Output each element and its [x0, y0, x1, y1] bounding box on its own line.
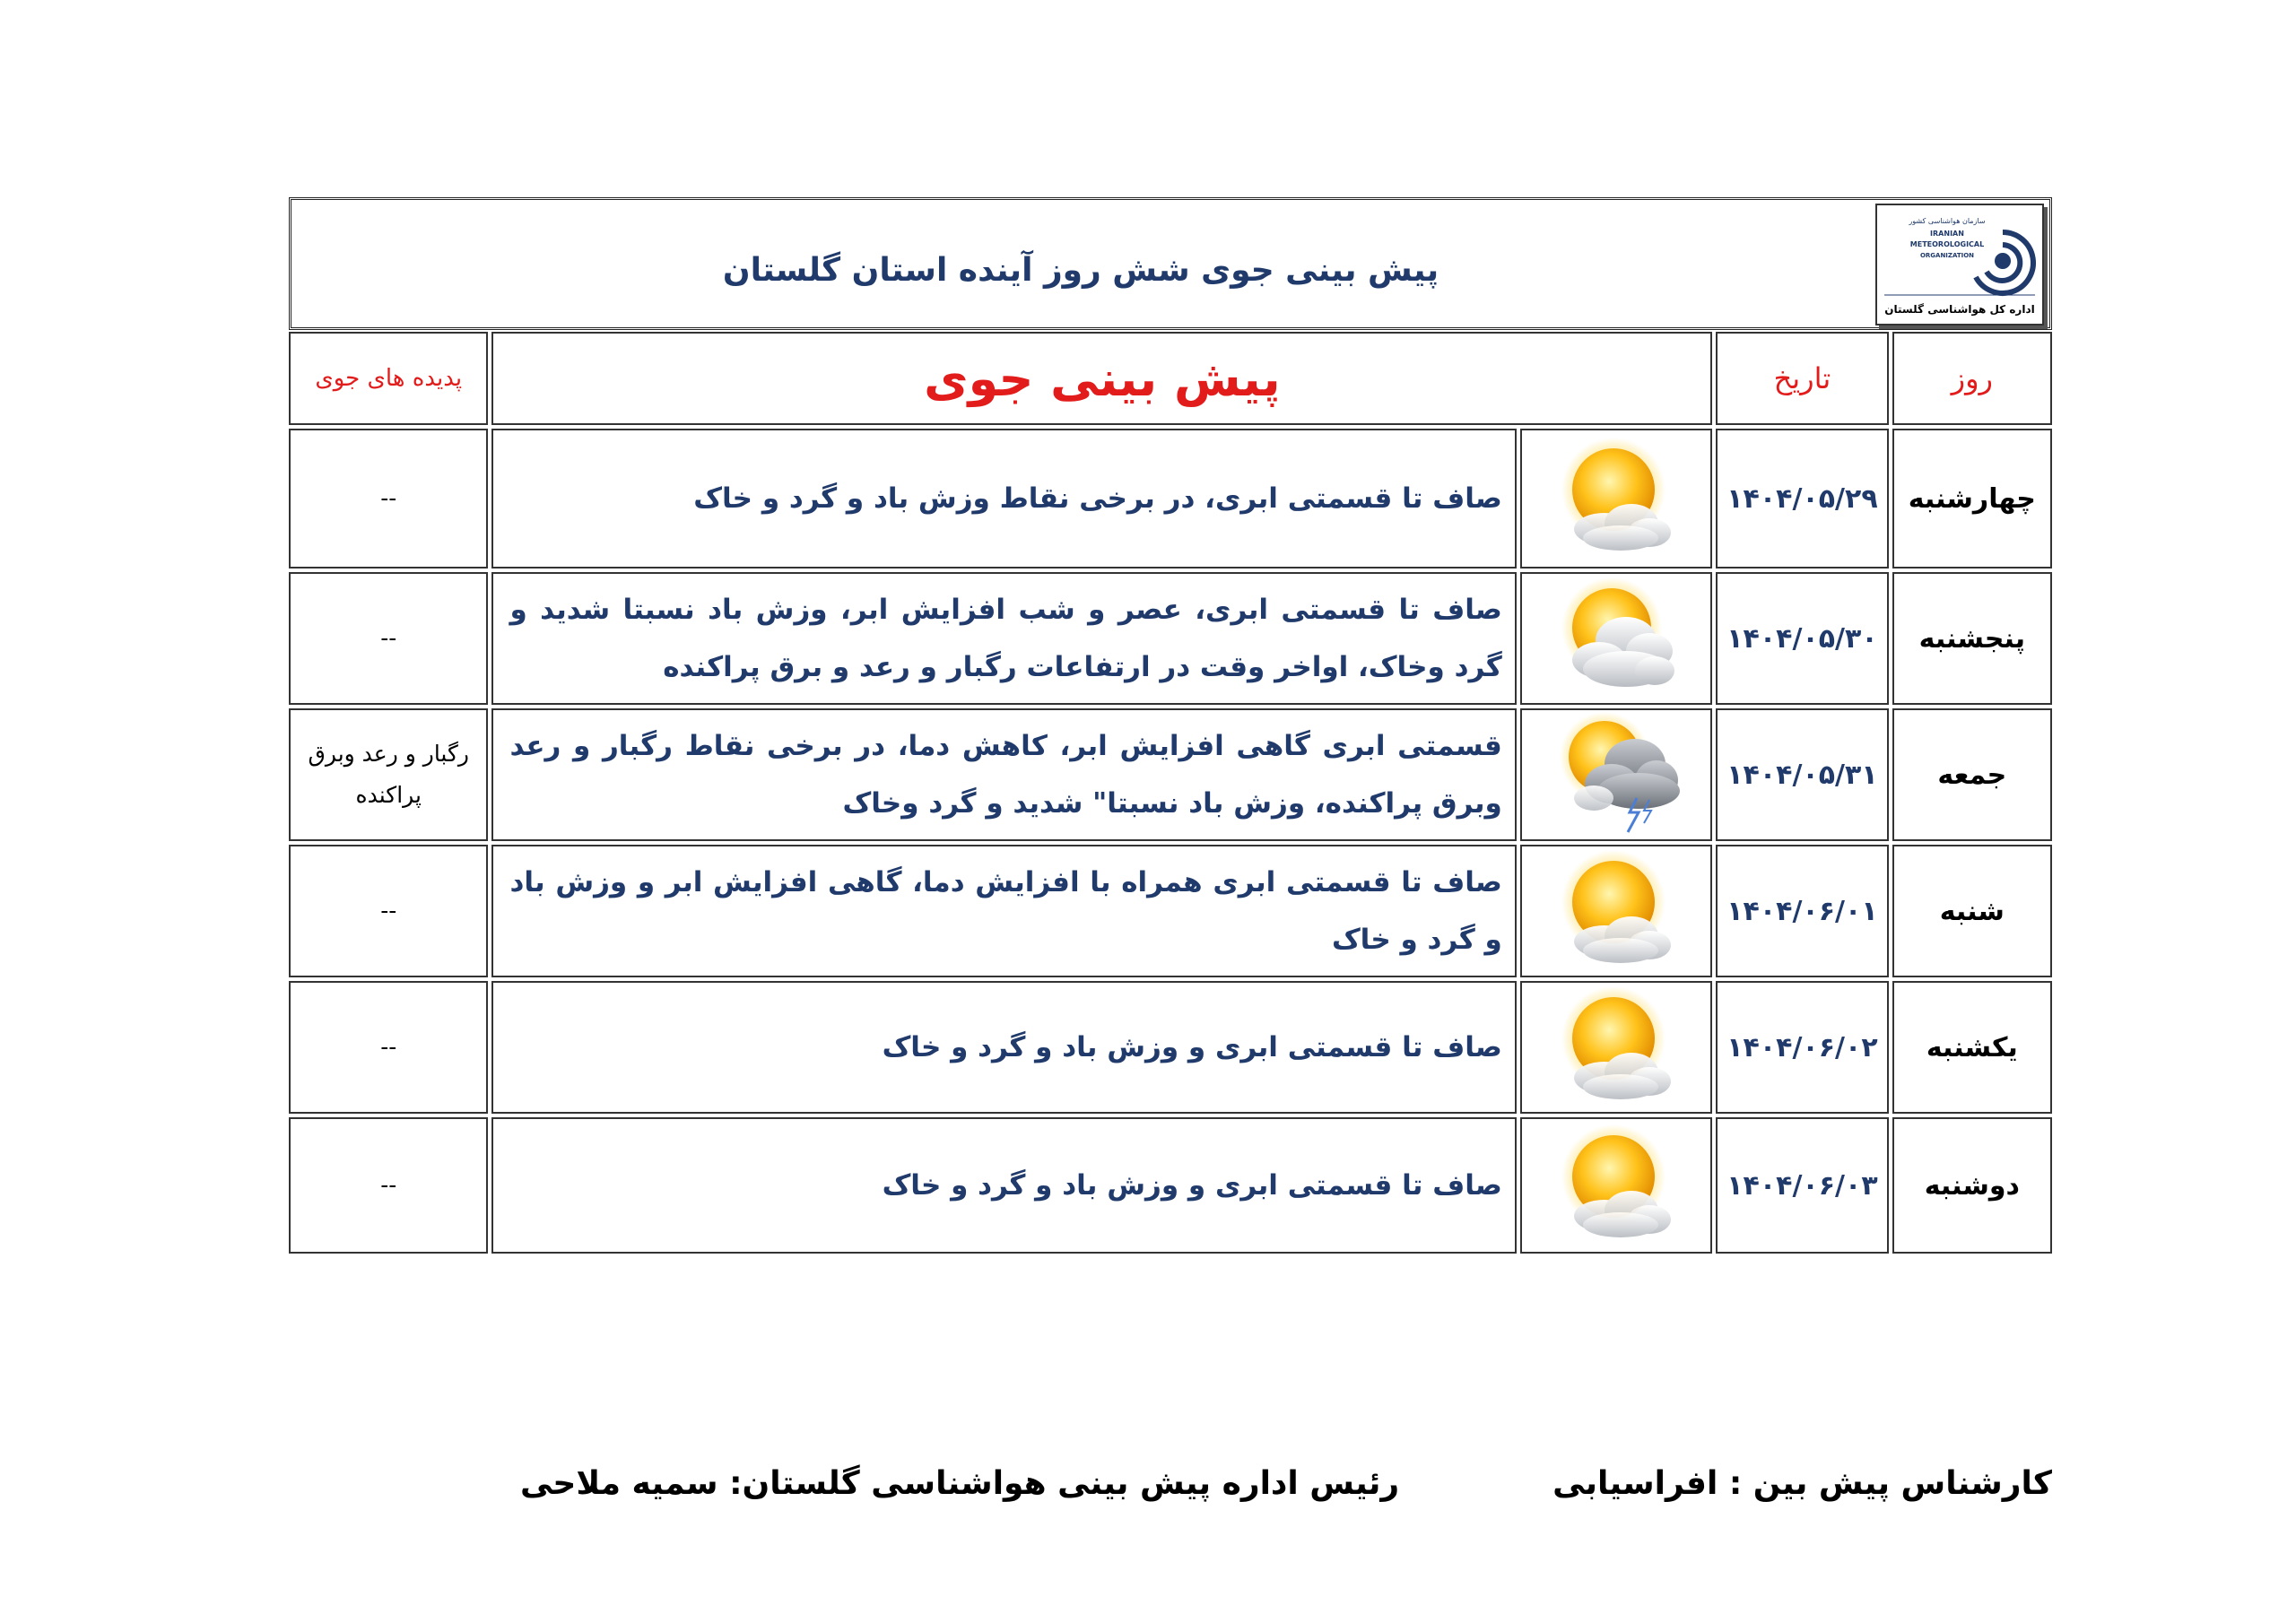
forecast-text: صاف تا قسمتی ابری همراه با افزایش دما، گاهی افزایش ابر و وزش باد و گرد و خاک [491, 845, 1516, 977]
partly-cloudy-sun-icon [1549, 1123, 1683, 1248]
logo-swirl-icon [1976, 232, 2033, 293]
day-cell: چهارشنبه [1892, 429, 2052, 568]
date-cell: ۱۴۰۴/۰۶/۰۲ [1716, 981, 1888, 1114]
date-cell: ۱۴۰۴/۰۶/۰۳ [1716, 1117, 1888, 1254]
forecast-document [289, 197, 2054, 1502]
table-header-row [289, 332, 2052, 425]
forecast-text: صاف تا قسمتی ابری، در برخی نقاط وزش باد و گرد و خاک [491, 429, 1516, 568]
table-row [289, 708, 2052, 841]
phenomena-cell: -- [289, 429, 488, 568]
signature-footer [289, 1465, 2052, 1519]
phenomena-cell: -- [289, 572, 488, 705]
cloudy-sun-icon [1549, 576, 1683, 701]
day-cell: جمعه [1892, 708, 2052, 841]
logo-text-top: سازمان هواشناسی کشور [1909, 217, 1986, 225]
partly-cloudy-sun-icon [1549, 436, 1683, 561]
day-cell: یکشنبه [1892, 981, 2052, 1114]
partly-cloudy-sun-icon [1549, 848, 1683, 974]
table-row [289, 981, 2052, 1114]
date-cell: ۱۴۰۴/۰۵/۲۹ [1716, 429, 1888, 568]
forecast-text: صاف تا قسمتی ابری، عصر و شب افزایش ابر، وزش باد نسبتا شدید و گرد وخاک، اواخر وقت در ارتفاعات رگبار و رعد و برق پراکنده [491, 572, 1516, 705]
weather-icon-cell [1520, 845, 1712, 977]
meteorological-organization-logo-icon [1877, 205, 2042, 324]
forecast-text: قسمتی ابری گاهی افزایش ابر، کاهش دما، در برخی نقاط رگبار و رعد وبرق پراکنده، وزش باد نسبتا" شدید و گرد وخاک [491, 708, 1516, 841]
weather-icon-cell [1520, 981, 1712, 1114]
table-row [289, 845, 2052, 977]
page-title: پیش بینی جوی شش روز آینده استان گلستان [722, 252, 1439, 289]
column-header-date: تاریخ [1716, 332, 1888, 425]
phenomena-cell: -- [289, 845, 488, 977]
date-cell: ۱۴۰۴/۰۶/۰۱ [1716, 845, 1888, 977]
partly-cloudy-sun-icon [1549, 985, 1683, 1110]
table-row [289, 1117, 2052, 1254]
weather-icon-cell [1520, 572, 1712, 705]
column-header-day: روز [1892, 332, 2052, 425]
table-row [289, 429, 2052, 568]
document-header [289, 197, 2052, 330]
forecaster-signature: کارشناس پیش بین : افراسیابی [1552, 1465, 2052, 1502]
forecast-text: صاف تا قسمتی ابری و وزش باد و گرد و خاک [491, 1117, 1516, 1254]
phenomena-cell: -- [289, 981, 488, 1114]
weather-icon-cell [1520, 1117, 1712, 1254]
logo-caption: اداره کل هواشناسی گلستان [1884, 303, 2035, 316]
weather-icon-cell [1520, 429, 1712, 568]
logo-text-en-1: IRANIAN [1930, 230, 1964, 238]
logo-text-en-3: ORGANIZATION [1919, 252, 1975, 259]
day-cell: شنبه [1892, 845, 2052, 977]
phenomena-cell: -- [289, 1117, 488, 1254]
logo-text-en-2: METEOROLOGICAL [1909, 240, 1985, 248]
column-header-phenomena: پدیده های جوی [289, 332, 488, 425]
day-cell: دوشنبه [1892, 1117, 2052, 1254]
date-cell: ۱۴۰۴/۰۵/۳۱ [1716, 708, 1888, 841]
date-cell: ۱۴۰۴/۰۵/۳۰ [1716, 572, 1888, 705]
phenomena-cell: رگبار و رعد وبرق پراکنده [289, 708, 488, 841]
forecast-text: صاف تا قسمتی ابری و وزش باد و گرد و خاک [491, 981, 1516, 1114]
forecast-table [285, 328, 2056, 1257]
thunderstorm-sun-icon [1549, 712, 1683, 838]
day-cell: پنجشنبه [1892, 572, 2052, 705]
weather-icon-cell [1520, 708, 1712, 841]
table-row [289, 572, 2052, 705]
department-head-signature: رئیس اداره پیش بینی هواشناسی گلستان: سمیه ملاحی [520, 1465, 1400, 1502]
logo [1875, 204, 2044, 325]
column-header-forecast: پیش بینی جوی [491, 332, 1712, 425]
